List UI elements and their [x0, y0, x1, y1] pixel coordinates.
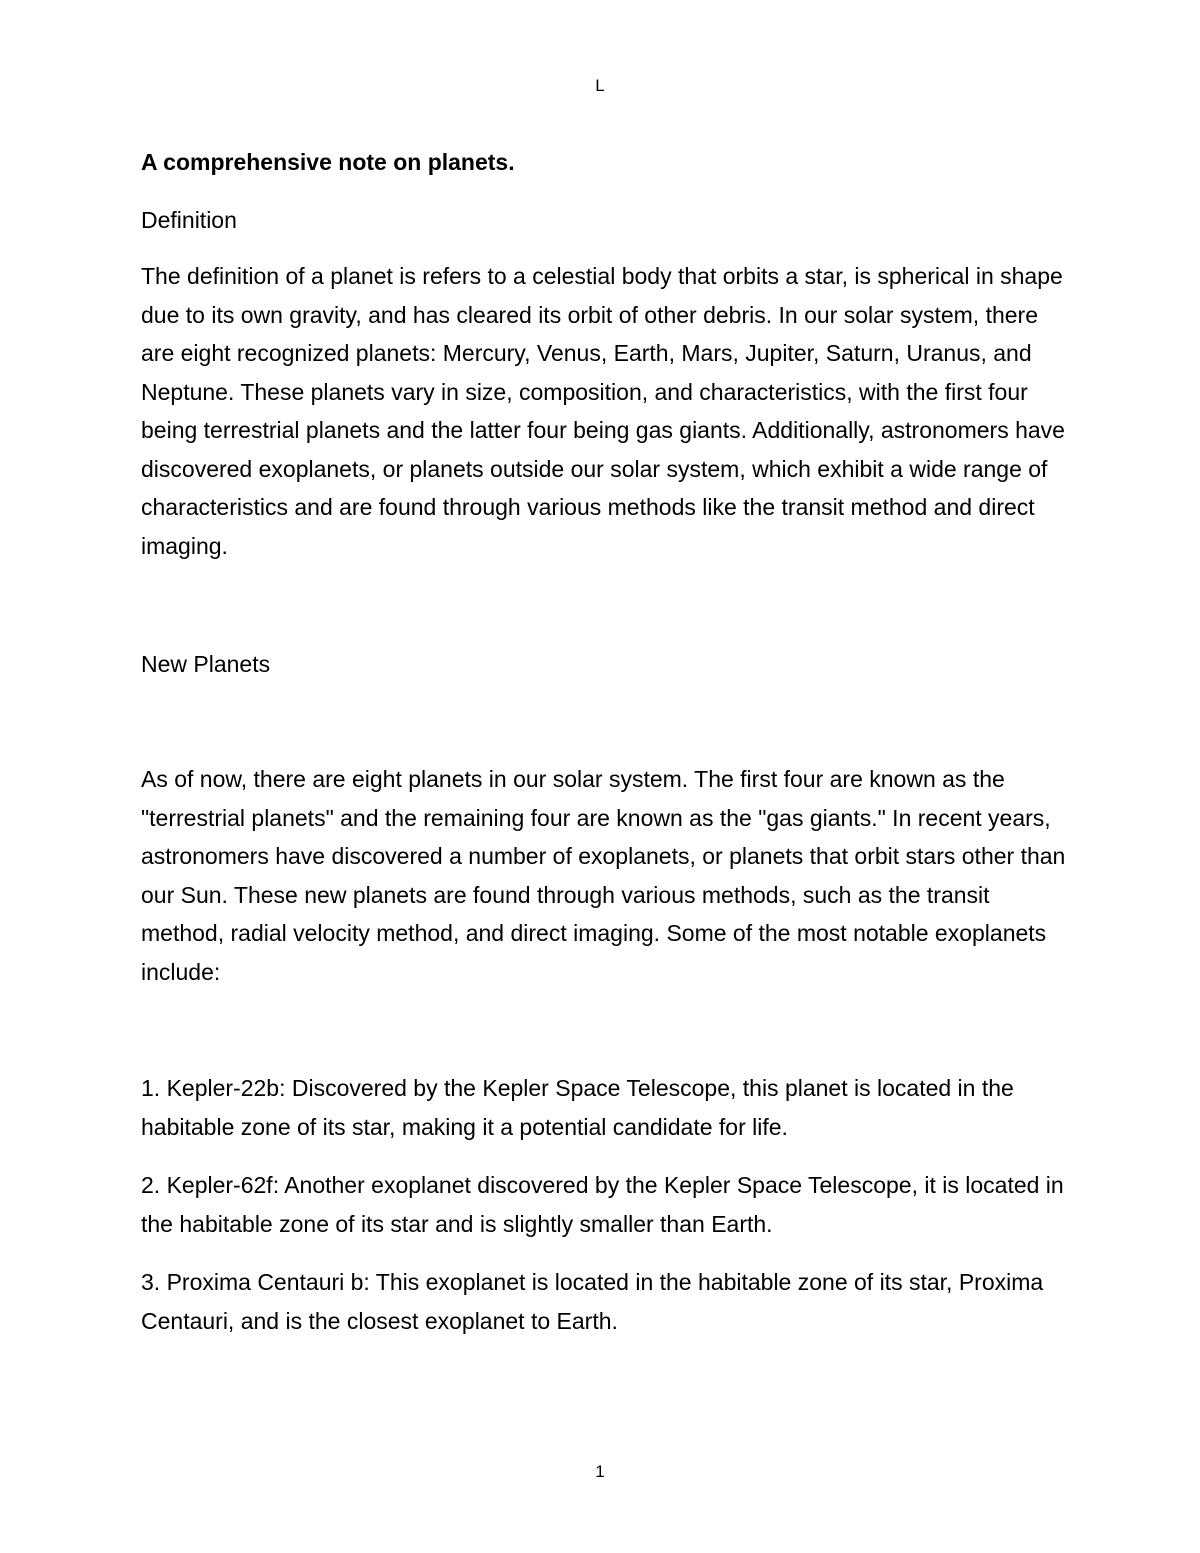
exoplanet-list-item: 3. Proxima Centauri b: This exoplanet is located in the habitable zone of its star, Proxima Centauri, and is the closest exoplanet to Earth. [141, 1269, 1044, 1334]
exoplanet-list-item: 2. Kepler-62f: Another exoplanet discovered by the Kepler Space Telescope, it is located in the habitable zone of its star and is slightly smaller than Earth. [141, 1172, 1064, 1237]
page-header-mark: L [595, 76, 605, 95]
new-planets-paragraph: As of now, there are eight planets in our solar system. The first four are known as the "terrestrial planets" and the remaining four are known as the "gas giants." In recent years, astronomers have discovered a number of exoplanets, or planets that orbit stars other than our Sun. These new planets are found through various methods, such as the transit method, radial velocity method, and direct imaging. Some of the most notable exoplanets include: [141, 766, 1066, 985]
new-planets-heading: New Planets [141, 651, 271, 677]
page-number: 1 [595, 1462, 605, 1481]
definition-paragraph: The definition of a planet is refers to a celestial body that orbits a star, is spherical in shape due to its own gravity, and has cleared its orbit of other debris. In our solar system, there are eight recognized planets: Mercury, Venus, Earth, Mars, Jupiter, Saturn, Uranus, and Neptune. These planets vary in size, composition, and characteristics, with the first four being terrestrial planets and the latter four being gas giants. Additionally, astronomers have discovered exoplanets, or planets outside our solar system, which exhibit a wide range of characteristics and are found through various methods like the transit method and direct imaging. [141, 263, 1065, 559]
definition-heading: Definition [141, 207, 237, 233]
document-title: A comprehensive note on planets. [141, 149, 515, 175]
exoplanet-list-item: 1. Kepler-22b: Discovered by the Kepler Space Telescope, this planet is located in the habitable zone of its star, making it a potential candidate for life. [141, 1075, 1014, 1140]
